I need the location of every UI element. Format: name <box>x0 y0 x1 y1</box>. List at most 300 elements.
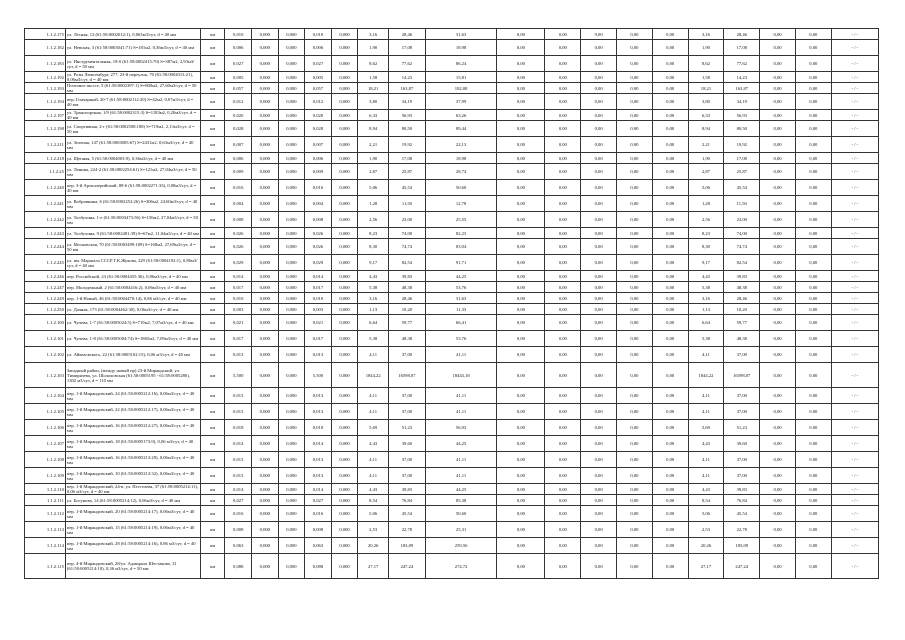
row-value-cell: 0,005 <box>305 72 332 83</box>
row-value-cell: 14,23 <box>724 72 760 83</box>
row-value-cell: 0,00 <box>497 484 545 495</box>
row-value-cell: 39,83 <box>724 484 760 495</box>
row-value-cell: 0,00 <box>617 56 653 72</box>
row-value-cell: 2,56 <box>358 212 389 228</box>
row-value-cell: 0,000 <box>331 554 358 579</box>
row-value-cell: 0,00 <box>497 282 545 293</box>
row-value-cell: 39,83 <box>389 271 426 282</box>
row-value-cell: 0,005 <box>225 72 252 83</box>
row-value-cell: 0,000 <box>252 388 279 404</box>
table-row <box>25 196 879 212</box>
row-value-cell: 0,009 <box>305 164 332 180</box>
row-value-cell: 0,028 <box>305 121 332 137</box>
row-unit-cell: км <box>200 436 225 452</box>
row-value-cell: - / - <box>831 484 878 495</box>
row-value-cell: 0,000 <box>278 436 305 452</box>
row-value-cell: 0,00 <box>581 212 617 228</box>
row-name-cell: пер. 1-й Мирандовский, 28 (61:58:0005214:16), 0,86 м3/сут, d = 40 мм <box>65 538 200 554</box>
row-value-cell: 76,84 <box>389 495 426 506</box>
row-value-cell: - / - <box>831 452 878 468</box>
row-value-cell: 0,00 <box>581 94 617 110</box>
row-value-cell: 0,00 <box>760 522 796 538</box>
row-value-cell: 0,00 <box>545 484 581 495</box>
table-row <box>25 94 879 110</box>
row-value-cell: 48,38 <box>389 282 426 293</box>
row-name-cell: ул. Чучева, 1-7 (61:58:0005024:5) S=719м2, 7,07м3/сут, d = 40 мм <box>65 315 200 331</box>
row-value-cell: 37,00 <box>724 468 760 484</box>
row-unit-cell: км <box>200 212 225 228</box>
row-value-cell: 0,003 <box>305 304 332 315</box>
row-value-cell: 45,54 <box>389 506 426 522</box>
row-name-cell: ул. Спортивная, 2-г (61:58:0002508:188) S=719м2, 2,13м3/сут, d = 50 мм <box>65 121 200 137</box>
row-value-cell: 0,000 <box>278 83 305 94</box>
row-value-cell: 0,00 <box>760 484 796 495</box>
row-code-cell: 1.1.2.110 <box>25 484 66 495</box>
row-value-cell: 163,87 <box>724 83 760 94</box>
row-value-cell: 0,013 <box>305 452 332 468</box>
row-value-cell: 0,00 <box>497 164 545 180</box>
row-name-cell: ул. им. Маршала СССР Г.К.Жукова, 229 (61:58:0004192:1), 0,86м3/сут, d = 40 мм <box>65 255 200 271</box>
row-value-cell: 0,00 <box>581 271 617 282</box>
row-value-cell: 0,000 <box>331 506 358 522</box>
row-value-cell: 0,00 <box>760 404 796 420</box>
row-name-cell: ул. Толбухина, 9 (61:58:0002481:39) S=67м2, 11,04м3/сут, d = 40 мм <box>65 228 200 239</box>
row-value-cell: 0,00 <box>617 468 653 484</box>
row-value-cell: 0,00 <box>795 228 831 239</box>
row-value-cell: - / - <box>831 293 878 304</box>
row-value-cell: 0,000 <box>278 255 305 271</box>
row-value-cell: 0,000 <box>252 452 279 468</box>
row-unit-cell: км <box>200 94 225 110</box>
row-value-cell: 0,00 <box>497 293 545 304</box>
row-value-cell: 0,00 <box>497 137 545 153</box>
row-value-cell: 20,26 <box>358 538 389 554</box>
row-value-cell: 0,000 <box>331 331 358 347</box>
row-value-cell: 0,00 <box>652 164 688 180</box>
table-row <box>25 315 879 331</box>
row-value-cell: 0,000 <box>331 72 358 83</box>
row-value-cell: 0,000 <box>331 282 358 293</box>
row-value-cell: 0,00 <box>545 212 581 228</box>
row-value-cell: 11,50 <box>389 196 426 212</box>
row-value-cell: 0,017 <box>225 331 252 347</box>
row-code-cell: 1.1.2.102 <box>25 347 66 363</box>
row-value-cell: 0,00 <box>545 121 581 137</box>
row-value-cell: 18,21 <box>358 83 389 94</box>
row-value-cell: 74,00 <box>724 228 760 239</box>
row-value-cell: 0,00 <box>617 164 653 180</box>
row-value-cell: 0,000 <box>278 196 305 212</box>
row-value-cell: 0,007 <box>305 137 332 153</box>
row-value-cell: 0,00 <box>545 315 581 331</box>
row-name-cell: пер. 1-й Мирандовский, 24-в, ул. Пестелева, 37 (61:58:0005214:11), 0,06 м3/сут, d = 40 мм <box>65 484 200 495</box>
row-value-cell: 39,60 <box>389 436 426 452</box>
row-value-cell: 0,000 <box>252 164 279 180</box>
row-value-cell: 18,98 <box>425 153 497 164</box>
row-value-cell: 0,000 <box>278 452 305 468</box>
row-value-cell: 0,00 <box>497 495 545 506</box>
row-code-cell: 1.1.2.101 <box>25 331 66 347</box>
row-unit-cell: км <box>200 484 225 495</box>
row-value-cell: 0,00 <box>652 180 688 196</box>
row-value-cell: 1,90 <box>688 153 724 164</box>
row-value-cell: 0,000 <box>278 180 305 196</box>
row-value-cell: 48,38 <box>724 331 760 347</box>
row-value-cell: 0,00 <box>581 137 617 153</box>
row-value-cell: 0,021 <box>225 315 252 331</box>
row-value-cell: 0,00 <box>617 436 653 452</box>
row-value-cell: 5,38 <box>688 282 724 293</box>
row-value-cell: 0,00 <box>581 164 617 180</box>
row-value-cell: 0,00 <box>795 110 831 121</box>
row-value-cell: 83,04 <box>425 239 497 255</box>
row-value-cell: 0,000 <box>278 40 305 56</box>
row-value-cell: 0,00 <box>795 347 831 363</box>
row-value-cell: 0,00 <box>760 388 796 404</box>
table-row <box>25 388 879 404</box>
row-unit-cell: км <box>200 29 225 40</box>
row-value-cell: 18443,18 <box>425 363 497 388</box>
row-value-cell: 56,93 <box>389 110 426 121</box>
table-row <box>25 110 879 121</box>
row-value-cell: 41,11 <box>425 404 497 420</box>
row-value-cell: 91,71 <box>425 255 497 271</box>
row-code-cell: 1.1.2.198 <box>25 121 66 137</box>
row-value-cell: - / - <box>831 436 878 452</box>
row-value-cell: 0,00 <box>795 164 831 180</box>
row-value-cell: 0,00 <box>581 436 617 452</box>
table-row <box>25 282 879 293</box>
table-row <box>25 56 879 72</box>
row-value-cell: 56,93 <box>425 420 497 436</box>
row-value-cell: 0,000 <box>252 506 279 522</box>
row-value-cell: 0,00 <box>795 506 831 522</box>
row-name-cell: ул. Вобровника, 6 (61:58:0002252:26) S=306м2, 24,60м3/сут, d = 40 мм <box>65 196 200 212</box>
row-value-cell: 82,23 <box>425 228 497 239</box>
row-value-cell: 1,13 <box>688 304 724 315</box>
row-value-cell: - / - <box>831 137 878 153</box>
row-value-cell: 0,008 <box>225 522 252 538</box>
row-value-cell: 0,00 <box>617 282 653 293</box>
row-value-cell: 0,00 <box>497 420 545 436</box>
row-value-cell: 19,92 <box>389 137 426 153</box>
row-value-cell: 0,00 <box>497 83 545 94</box>
row-value-cell: - / - <box>831 304 878 315</box>
row-value-cell: 0,00 <box>581 495 617 506</box>
row-value-cell: 0,000 <box>278 293 305 304</box>
row-value-cell: 0,00 <box>545 137 581 153</box>
row-value-cell: 22,78 <box>389 522 426 538</box>
row-value-cell: 48,38 <box>724 282 760 293</box>
row-value-cell: 0,00 <box>760 282 796 293</box>
row-value-cell: 0,000 <box>252 83 279 94</box>
row-value-cell: - / - <box>831 239 878 255</box>
row-value-cell: 22,78 <box>724 522 760 538</box>
row-value-cell: 0,000 <box>252 72 279 83</box>
row-value-cell: 183,09 <box>724 538 760 554</box>
row-value-cell: 0,000 <box>278 282 305 293</box>
row-value-cell: 0,027 <box>225 56 252 72</box>
row-value-cell: 0,007 <box>225 137 252 153</box>
row-value-cell: - / - <box>831 196 878 212</box>
row-value-cell: 0,00 <box>795 293 831 304</box>
row-value-cell: 0,00 <box>581 255 617 271</box>
row-name-cell: ул. Лесная, 12 (61:58:0002012:1), 0,063м3/сут, d = 40 мм <box>65 29 200 40</box>
row-value-cell: 17,08 <box>389 153 426 164</box>
row-value-cell: 0,00 <box>795 522 831 538</box>
row-code-cell: 1.1.2.108 <box>25 452 66 468</box>
row-value-cell: 0,00 <box>545 72 581 83</box>
row-value-cell: 0,000 <box>278 495 305 506</box>
row-value-cell: 0,003 <box>225 304 252 315</box>
row-value-cell: 0,00 <box>497 255 545 271</box>
row-unit-cell: км <box>200 72 225 83</box>
row-value-cell: 0,000 <box>252 255 279 271</box>
row-value-cell: 0,000 <box>331 164 358 180</box>
row-unit-cell: км <box>200 255 225 271</box>
row-value-cell: 0,000 <box>252 282 279 293</box>
row-value-cell: 0,000 <box>331 363 358 388</box>
row-code-cell: 1.1.2.211 <box>25 137 66 153</box>
row-value-cell: 0,00 <box>795 29 831 40</box>
row-code-cell: 1.1.2.109 <box>25 468 66 484</box>
row-value-cell: 0,013 <box>225 452 252 468</box>
row-value-cell: 0,008 <box>225 212 252 228</box>
row-value-cell: 0,013 <box>225 347 252 363</box>
row-value-cell: 0,000 <box>252 554 279 579</box>
row-value-cell: 0,00 <box>617 110 653 121</box>
row-value-cell: 4,11 <box>688 347 724 363</box>
row-value-cell: 0,000 <box>252 153 279 164</box>
row-value-cell: 0,00 <box>760 506 796 522</box>
row-value-cell: 0,00 <box>795 495 831 506</box>
row-value-cell: 0,00 <box>617 484 653 495</box>
row-value-cell: 0,000 <box>331 212 358 228</box>
row-code-cell: 1.1.2.240 <box>25 180 66 196</box>
row-value-cell: 2,53 <box>688 522 724 538</box>
row-value-cell: 41,11 <box>425 388 497 404</box>
row-value-cell: 3,16 <box>688 29 724 40</box>
row-code-cell: 1.1.2.107 <box>25 436 66 452</box>
row-value-cell: 0,00 <box>617 83 653 94</box>
row-value-cell: 51,23 <box>389 420 426 436</box>
row-value-cell: 50,60 <box>425 506 497 522</box>
row-value-cell: 0,00 <box>760 538 796 554</box>
table-row <box>25 271 879 282</box>
table-row <box>25 153 879 164</box>
row-value-cell: 0,013 <box>305 468 332 484</box>
row-value-cell: 0,088 <box>225 554 252 579</box>
row-value-cell: 0,00 <box>545 538 581 554</box>
row-value-cell: 0,00 <box>617 331 653 347</box>
row-unit-cell: км <box>200 388 225 404</box>
row-value-cell: 0,00 <box>760 72 796 83</box>
row-value-cell: 0,00 <box>795 72 831 83</box>
row-code-cell: 1.1.2.105 <box>25 404 66 420</box>
row-value-cell: 0,016 <box>225 506 252 522</box>
row-name-cell: ул. Дачная, 173 (61:58:0004462:30), 0,06м3/сут, d = 40 мм <box>65 304 200 315</box>
row-name-cell: пер. 1-й Мирандовский, 16 (61:58:0005213:29), 0,06м3/сут, d = 40 мм <box>65 452 200 468</box>
row-value-cell: 85,38 <box>425 495 497 506</box>
row-value-cell: 0,027 <box>225 495 252 506</box>
row-value-cell: 0,012 <box>225 94 252 110</box>
row-unit-cell: км <box>200 495 225 506</box>
row-value-cell: 0,00 <box>581 110 617 121</box>
row-value-cell: 0,00 <box>581 452 617 468</box>
row-name-cell: пер. 1-й Мирандовский, 20 (61:58:0005214:17), 0,06м3/сут, d = 40 мм <box>65 506 200 522</box>
table-row <box>25 228 879 239</box>
row-value-cell: 0,00 <box>581 153 617 164</box>
row-name-cell: пер. 1-й Мирандовский, 16 (61:58:0005212:27), 0,06м3/сут, d = 40 мм <box>65 420 200 436</box>
row-value-cell: 0,00 <box>617 212 653 228</box>
row-value-cell: 0,00 <box>617 293 653 304</box>
row-value-cell: 0,00 <box>497 506 545 522</box>
row-value-cell: 0,00 <box>617 388 653 404</box>
row-value-cell: 0,000 <box>252 315 279 331</box>
row-value-cell: 9,17 <box>688 255 724 271</box>
row-value-cell: 0,00 <box>795 452 831 468</box>
row-value-cell: 0,00 <box>652 452 688 468</box>
row-value-cell: 0,00 <box>760 94 796 110</box>
row-value-cell: 11,50 <box>724 196 760 212</box>
row-value-cell: 0,00 <box>760 347 796 363</box>
row-value-cell: 0,00 <box>581 228 617 239</box>
row-value-cell: 0,017 <box>225 282 252 293</box>
row-value-cell: 0,00 <box>497 56 545 72</box>
row-value-cell: - / - <box>831 255 878 271</box>
row-value-cell: - / - <box>831 228 878 239</box>
row-name-cell: ул. Зеленая, 147 (61:58:0003005:67) S=2431м2, 0,63м3/сут, d = 40 мм <box>65 137 200 153</box>
row-unit-cell: км <box>200 271 225 282</box>
row-value-cell: 0,063 <box>225 538 252 554</box>
row-value-cell: 5,500 <box>225 363 252 388</box>
row-value-cell: 0,00 <box>760 110 796 121</box>
row-value-cell: 0,012 <box>305 94 332 110</box>
row-value-cell: 0,00 <box>497 212 545 228</box>
row-value-cell: - / - <box>831 180 878 196</box>
row-value-cell: 5,38 <box>358 331 389 347</box>
row-value-cell: 0,00 <box>652 331 688 347</box>
row-value-cell: 74,00 <box>389 228 426 239</box>
row-value-cell: 0,00 <box>617 29 653 40</box>
row-value-cell: 1,58 <box>358 72 389 83</box>
row-value-cell: - / - <box>831 522 878 538</box>
table-row <box>25 212 879 228</box>
row-value-cell: 10,20 <box>389 304 426 315</box>
row-value-cell: 0,00 <box>581 72 617 83</box>
row-value-cell: 0,014 <box>225 484 252 495</box>
row-value-cell: 0,00 <box>760 153 796 164</box>
row-value-cell: 1,58 <box>688 72 724 83</box>
row-value-cell: 3,80 <box>358 94 389 110</box>
table-row <box>25 83 879 94</box>
row-value-cell: 0,00 <box>795 255 831 271</box>
row-value-cell: 274,72 <box>425 554 497 579</box>
row-value-cell: 8,62 <box>688 56 724 72</box>
row-value-cell: 37,00 <box>389 468 426 484</box>
row-value-cell: 0,00 <box>581 484 617 495</box>
row-value-cell: 0,000 <box>252 538 279 554</box>
row-value-cell: 0,00 <box>545 452 581 468</box>
row-code-cell: 1.1.2.218 <box>25 153 66 164</box>
row-value-cell: 0,017 <box>305 282 332 293</box>
row-value-cell: 0,00 <box>497 110 545 121</box>
row-value-cell: 5,69 <box>358 420 389 436</box>
row-value-cell: 0,000 <box>278 121 305 137</box>
row-value-cell: 0,000 <box>278 522 305 538</box>
row-value-cell: 53,76 <box>425 331 497 347</box>
row-value-cell: 0,000 <box>331 436 358 452</box>
row-code-cell: 1.1.2.193 <box>25 83 66 94</box>
row-value-cell: 0,010 <box>305 29 332 40</box>
row-value-cell: 0,000 <box>331 293 358 304</box>
row-value-cell: 1,28 <box>358 196 389 212</box>
row-value-cell: 25,87 <box>724 164 760 180</box>
row-unit-cell: км <box>200 228 225 239</box>
row-value-cell: 82,54 <box>724 255 760 271</box>
row-value-cell: 182,08 <box>425 83 497 94</box>
row-value-cell: 0,00 <box>545 164 581 180</box>
row-value-cell: 4,11 <box>358 347 389 363</box>
row-value-cell: 66,41 <box>425 315 497 331</box>
row-value-cell: 0,00 <box>652 29 688 40</box>
row-value-cell: 39,83 <box>389 484 426 495</box>
row-value-cell: 0,000 <box>278 484 305 495</box>
row-unit-cell: км <box>200 282 225 293</box>
row-value-cell: 0,000 <box>331 484 358 495</box>
row-value-cell: 0,00 <box>581 315 617 331</box>
row-value-cell: 0,00 <box>760 180 796 196</box>
row-value-cell: 0,00 <box>497 29 545 40</box>
row-value-cell: 0,000 <box>331 522 358 538</box>
row-value-cell: 0,00 <box>652 388 688 404</box>
row-value-cell: 59,77 <box>389 315 426 331</box>
row-value-cell: 6,33 <box>358 110 389 121</box>
row-value-cell: 0,00 <box>497 121 545 137</box>
row-value-cell: 0,00 <box>760 452 796 468</box>
row-value-cell: 0,000 <box>252 495 279 506</box>
row-value-cell: 259,56 <box>425 538 497 554</box>
row-unit-cell: км <box>200 538 225 554</box>
row-value-cell: 0,00 <box>795 420 831 436</box>
row-value-cell: 0,00 <box>545 282 581 293</box>
row-value-cell: 4,11 <box>688 404 724 420</box>
table-row <box>25 554 879 579</box>
row-value-cell: 5,06 <box>358 506 389 522</box>
row-value-cell: 4,11 <box>688 468 724 484</box>
row-value-cell: 0,00 <box>617 153 653 164</box>
row-value-cell: 0,000 <box>252 347 279 363</box>
row-value-cell: 89,44 <box>425 121 497 137</box>
row-value-cell: 34,19 <box>389 94 426 110</box>
table-row <box>25 164 879 180</box>
row-value-cell: 163,87 <box>389 83 426 94</box>
row-value-cell: 0,00 <box>795 271 831 282</box>
row-code-cell: 1.1.2.245 <box>25 255 66 271</box>
row-value-cell: 0,000 <box>278 363 305 388</box>
row-value-cell: 0,00 <box>652 495 688 506</box>
row-value-cell: 0,00 <box>545 522 581 538</box>
row-value-cell: 0,026 <box>305 228 332 239</box>
table-row <box>25 304 879 315</box>
row-value-cell: 0,029 <box>225 255 252 271</box>
row-value-cell: 25,87 <box>389 164 426 180</box>
row-value-cell: 0,013 <box>305 404 332 420</box>
row-value-cell: 0,026 <box>305 239 332 255</box>
row-value-cell: 27,17 <box>688 554 724 579</box>
row-value-cell: 16598,07 <box>389 363 426 388</box>
row-value-cell: 0,00 <box>617 196 653 212</box>
